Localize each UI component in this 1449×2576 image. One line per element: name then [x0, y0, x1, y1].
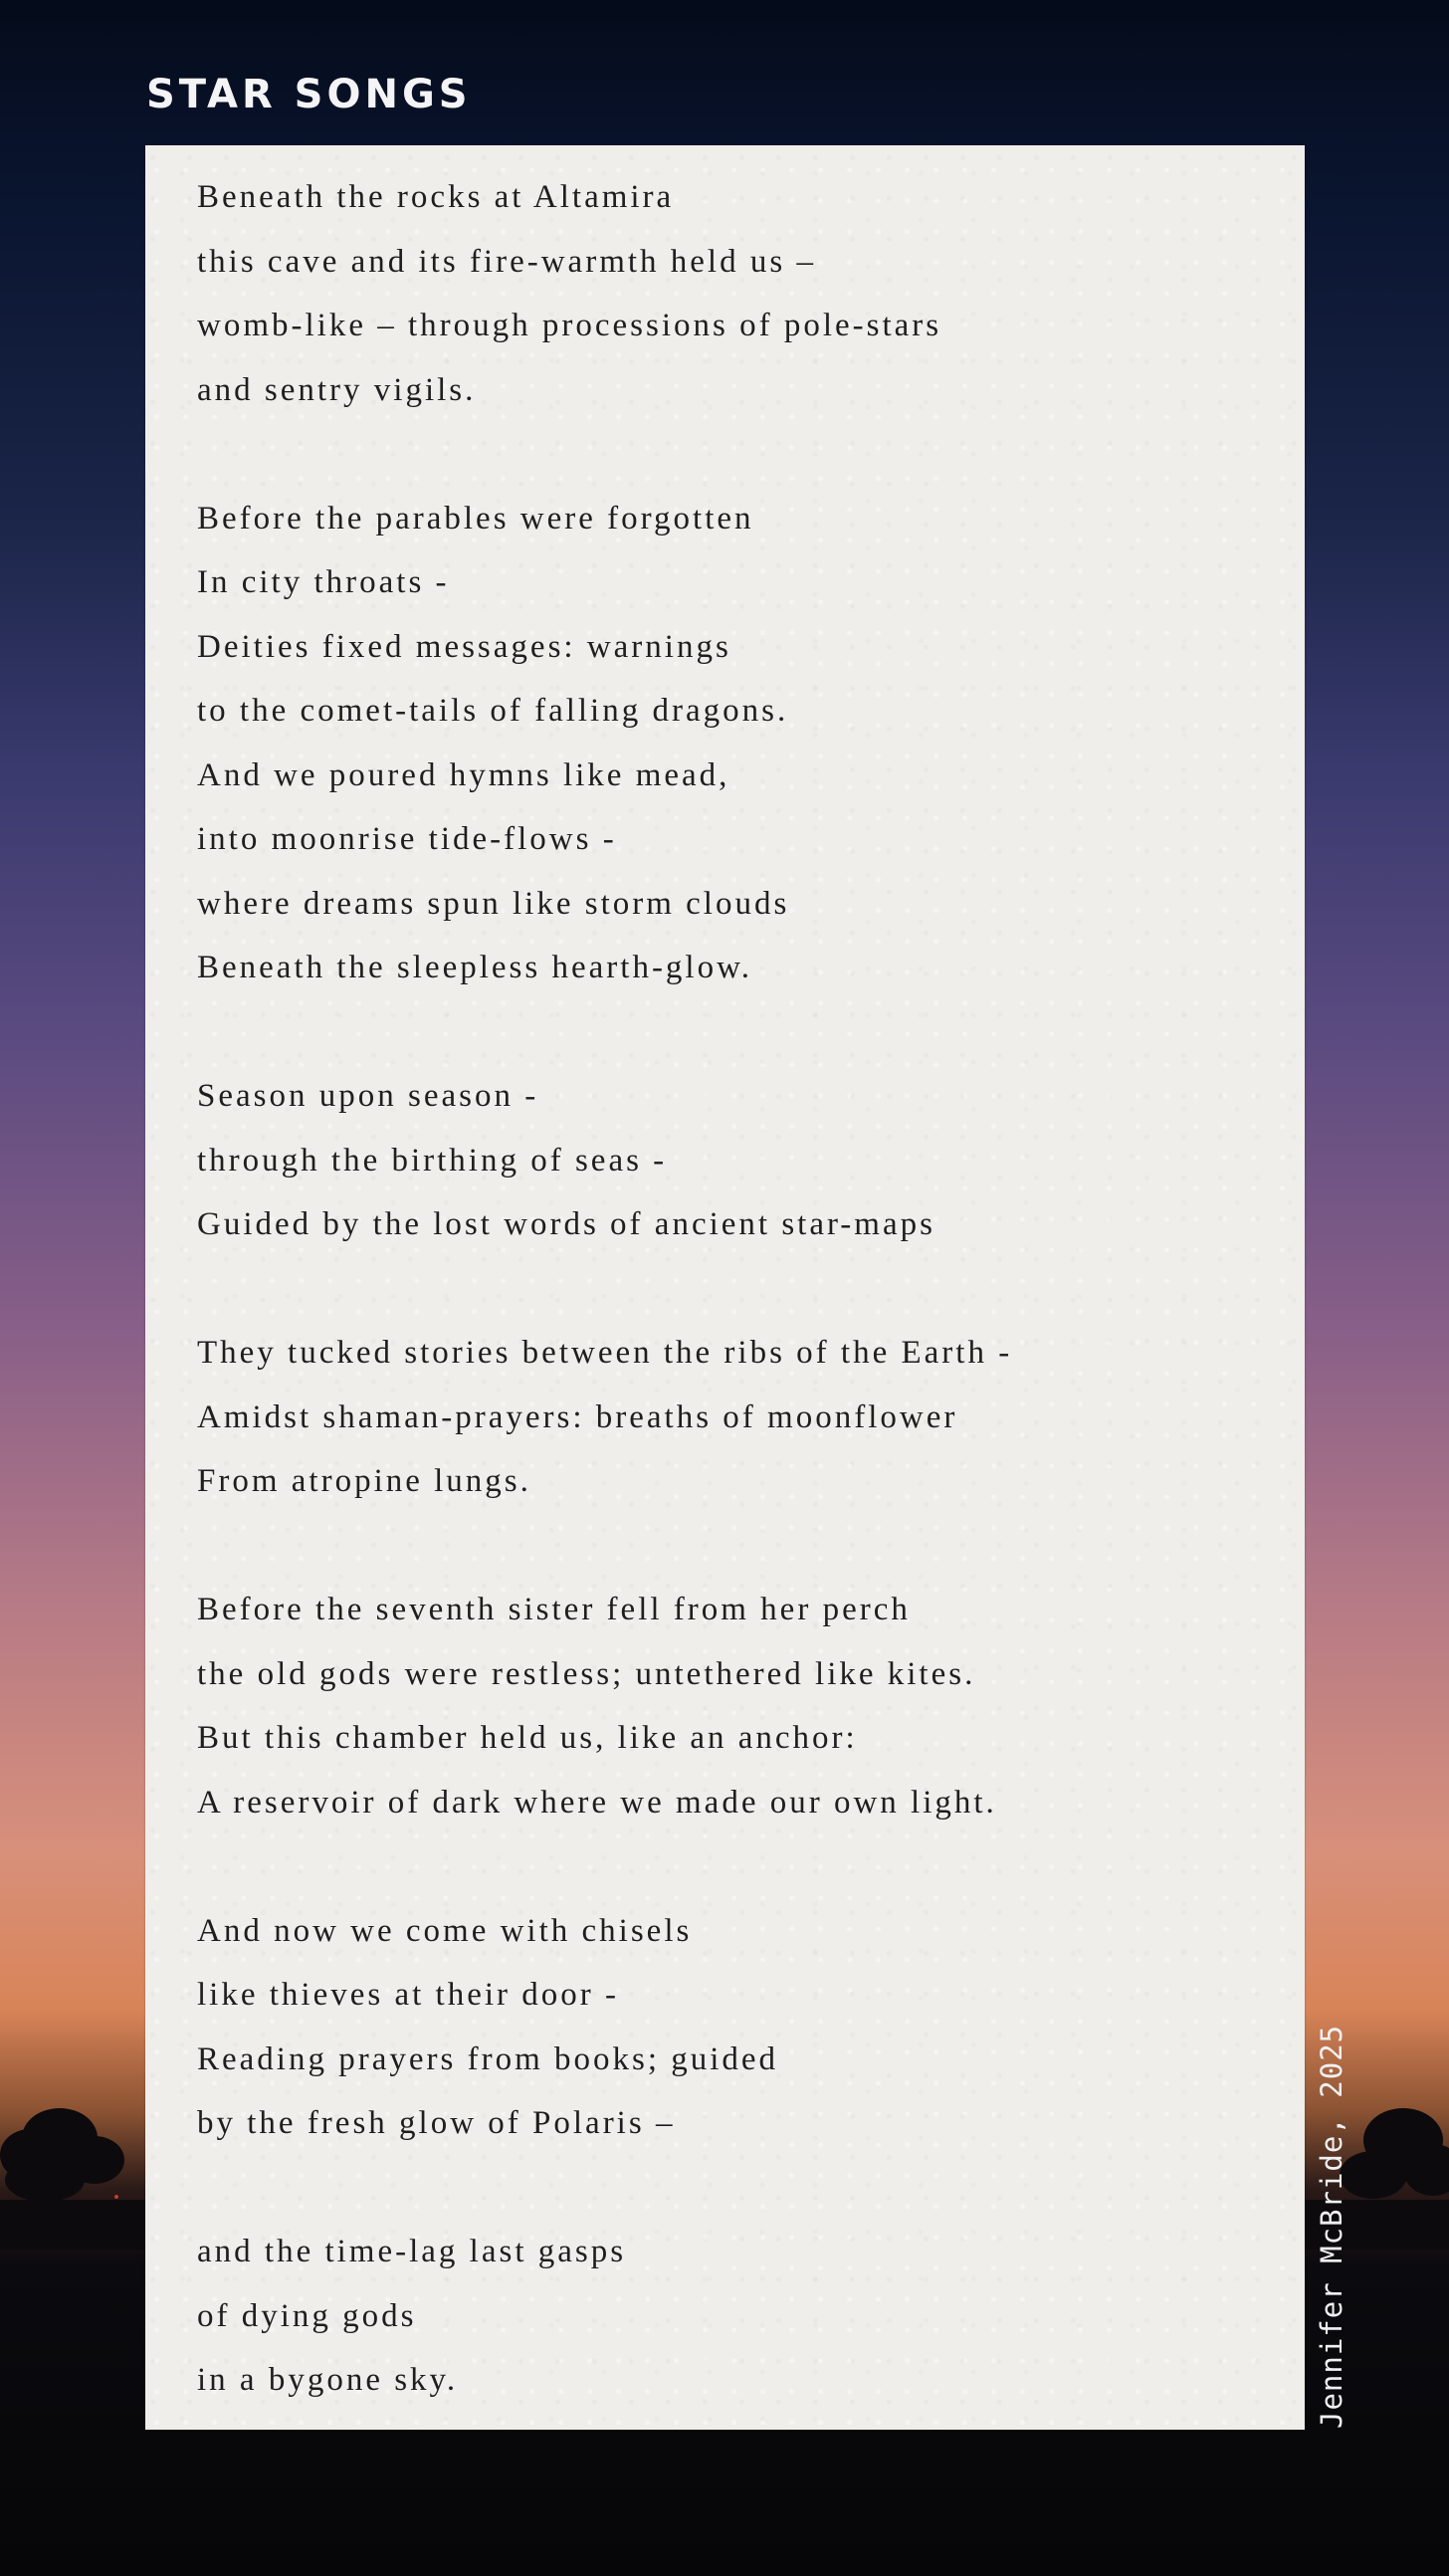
poem-line [197, 1834, 1012, 1899]
poem-line: into moonrise tide-flows - [197, 821, 617, 857]
poem-line: And now we come with chisels [197, 1912, 693, 1949]
poem-line: Guided by the lost words of ancient star-maps [197, 1206, 935, 1242]
poem-line: like thieves at their door - [197, 1977, 619, 2013]
poem-line: this cave and its fire-warmth held us – [197, 243, 816, 280]
poem-line [197, 1257, 1012, 1322]
poem-line [197, 422, 1012, 487]
poem-text [197, 165, 1012, 2413]
poem-line: Beneath the rocks at Altamira [197, 179, 675, 215]
poem-line: Deities fixed messages: warnings [197, 628, 731, 665]
poem-line: and the time-lag last gasps [197, 2234, 627, 2269]
poem-line: in a bygone sky. [197, 2362, 459, 2398]
poem-line: Reading prayers from books; guided [197, 2040, 779, 2077]
poem-line: Amidst shaman-prayers: breaths of moonflower [197, 1398, 958, 1435]
poem-line: and sentry vigils. [197, 371, 477, 408]
poem-line: by the fresh glow of Polaris – [197, 2105, 676, 2141]
poem-line: From atropine lungs. [197, 1463, 531, 1499]
poem-line: Beneath the sleepless hearth-glow. [197, 950, 753, 985]
poem-line [197, 1514, 1012, 1579]
poem-line: But this chamber held us, like an anchor: [197, 1720, 858, 1756]
poem-line [197, 2156, 1012, 2221]
poem-line: And we poured hymns like mead, [197, 756, 730, 793]
poem-line: of dying gods [197, 2297, 417, 2334]
poem-line: They tucked stories between the ribs of the Earth - [197, 1335, 1013, 1371]
poem-line: to the comet-tails of falling dragons. [197, 693, 789, 729]
poem-line: through the birthing of seas - [197, 1142, 668, 1179]
poem-line: Before the seventh sister fell from her perch [197, 1592, 911, 1627]
poem-card [145, 145, 1305, 2430]
poem-line: In city throats - [197, 564, 450, 600]
poem-line: A reservoir of dark where we made our own light. [197, 1784, 997, 1821]
poem-line: womb-like – through processions of pole-stars [197, 308, 942, 343]
poem-line: where dreams spun like storm clouds [197, 885, 790, 922]
poem-line: Before the parables were forgotten [197, 500, 754, 537]
poem-line: Season upon season - [197, 1078, 539, 1114]
poem-line [197, 1000, 1012, 1065]
poem-line: the old gods were restless; untethered like kites. [197, 1655, 976, 1692]
author-credit: Jennifer McBride, 2025 [1315, 2024, 1348, 2429]
page-title: STAR SONGS [146, 72, 472, 117]
